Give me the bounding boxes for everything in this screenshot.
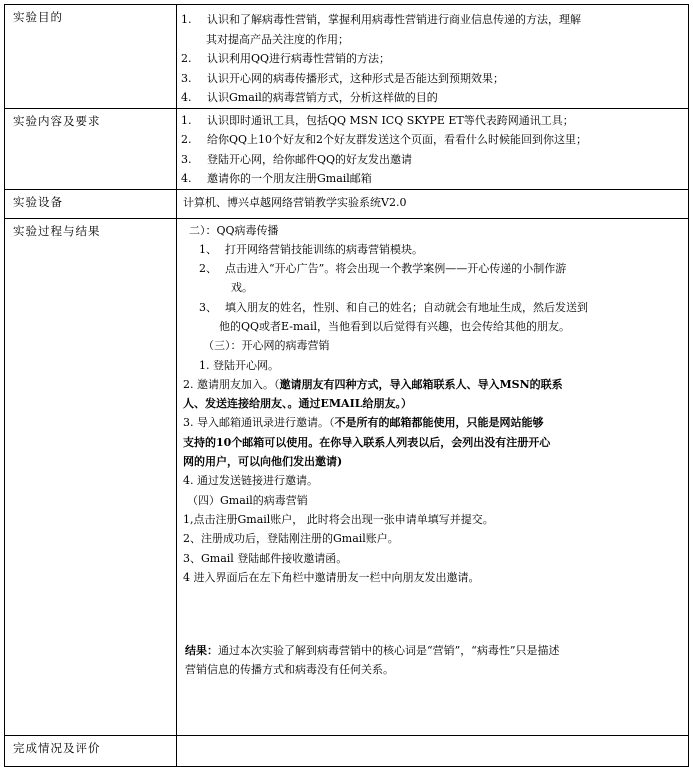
evaluation-content[interactable] <box>177 735 689 766</box>
qq-section-title: 二）：QQ病毒传播 <box>189 223 279 237</box>
row-label-purpose: 实验目的 <box>5 5 177 109</box>
table-row <box>5 5 689 109</box>
purpose-item-4: 认识Gmail的病毒营销方式，分析这样做的目的 <box>207 91 438 104</box>
requirement-item-2: 给你QQ上10个好友和2个好友群发送这个页面，看看什么时候能回到你这里； <box>207 133 588 146</box>
purpose-item-1-cont: 其对提高产品关注度的作用； <box>206 32 349 46</box>
kaixin-step-3-detail-cont: 支持的10个邮箱可以使用。在你导入联系人列表以后，会列出没有注册开心 <box>183 435 551 449</box>
spacer <box>183 587 688 641</box>
item-number: 1. <box>181 13 192 26</box>
purpose-item-1: 认识和了解病毒性营销，掌握利用病毒性营销进行商业信息传递的方法，理解 <box>207 13 581 26</box>
kaixin-step-1: 1. 登陆开心网。 <box>199 358 279 372</box>
table-row <box>5 108 689 189</box>
qq-step-2: 点击进入“开心广告”。将会出现一个教学案例——开心传递的小制作游 <box>225 262 567 276</box>
requirement-item-1: 认识即时通讯工具，包括QQ MSN ICQ SKYPE ET等代表跨网通讯工具； <box>207 113 574 127</box>
step-number: 3、 <box>199 300 217 314</box>
table-row <box>5 218 689 735</box>
table-row <box>5 189 689 218</box>
kaixin-step-3-detail-end: 网的用户，可以向他们发出邀请) <box>183 455 343 469</box>
kaixin-step-2-detail-cont: 人、发送连接给朋友、。通过EMAIL给朋友。） <box>183 397 412 411</box>
row-label-equipment: 实验设备 <box>5 189 177 218</box>
gmail-step-3: 3、Gmail 登陆邮件接收邀请函。 <box>183 551 348 565</box>
equipment-text: 计算机、博兴卓越网络营销教学实验系统V2.0 <box>177 189 689 218</box>
kaixin-section-title: （三）：开心网的病毒营销 <box>203 339 330 353</box>
item-number: 3. <box>181 71 192 85</box>
kaixin-step-3-detail: 不是所有的邮箱都能使用，只能是网站能够 <box>334 416 544 430</box>
conclusion-text-cont: 营销信息的传播方式和病毒没有任何关系。 <box>185 663 394 677</box>
kaixin-step-3-lead: 3. 导入邮箱通讯录进行邀请。（ <box>183 416 335 430</box>
item-number: 1. <box>181 113 192 127</box>
gmail-step-1: 1,点击注册Gmail账户， 此时将会出现一张申请单填写并提交。 <box>183 512 494 526</box>
conclusion-label: 结果： <box>185 644 218 658</box>
gmail-step-4: 4 进入界面后在左下角栏中邀请册友一栏中向朋友发出邀请。 <box>183 570 480 584</box>
kaixin-step-2-detail: 邀请朋友有四种方式，导入邮箱联系人、导入MSN的联系 <box>279 377 563 391</box>
row-label-content: 实验内容及要求 <box>5 108 177 189</box>
process-content <box>177 218 689 735</box>
gmail-section-title: （四）Gmail的病毒营销 <box>187 493 308 507</box>
row-label-evaluation: 完成情况及评价 <box>5 735 177 766</box>
conclusion-text: 通过本次实验了解到病毒营销中的核心词是“营销”，“病毒性”只是描述 <box>218 644 560 658</box>
qq-step-2-cont: 戏。 <box>231 281 253 295</box>
row-label-process: 实验过程与结果 <box>5 218 177 735</box>
purpose-content <box>177 5 689 109</box>
item-number: 2. <box>181 52 192 65</box>
step-number: 2、 <box>199 262 217 276</box>
item-number: 2. <box>181 133 192 146</box>
report-table <box>4 4 689 767</box>
item-number: 3. <box>181 152 192 166</box>
gmail-step-2: 2、注册成功后，登陆刚注册的Gmail账户。 <box>183 532 399 546</box>
requirement-item-3: 登陆开心网，给你邮件QQ的好友发出邀请 <box>207 152 413 166</box>
requirement-item-4: 邀请你的一个朋友注册Gmail邮箱 <box>207 172 372 185</box>
step-number: 1、 <box>199 242 217 256</box>
table-row <box>5 735 689 766</box>
qq-step-1: 打开网络营销技能训练的病毒营销模块。 <box>225 242 423 256</box>
qq-step-3: 填入朋友的姓名，性别、和自己的姓名；自动就会有地址生成，然后发送到 <box>225 300 588 314</box>
item-number: 4. <box>181 172 192 185</box>
kaixin-step-4: 4. 通过发送链接进行邀请。 <box>183 474 318 488</box>
purpose-item-2: 认识利用QQ进行病毒性营销的方法； <box>207 52 391 65</box>
item-number: 4. <box>181 91 192 104</box>
kaixin-step-2-lead: 2. 邀请朋友加入。（ <box>183 377 280 391</box>
purpose-item-3: 认识开心网的病毒传播形式，这种形式是否能达到预期效果； <box>207 71 504 85</box>
qq-step-3-cont: 他的QQ或者E-mail，当他看到以后觉得有兴趣，也会传给其他的朋友。 <box>219 319 571 333</box>
requirements-content <box>177 108 689 189</box>
